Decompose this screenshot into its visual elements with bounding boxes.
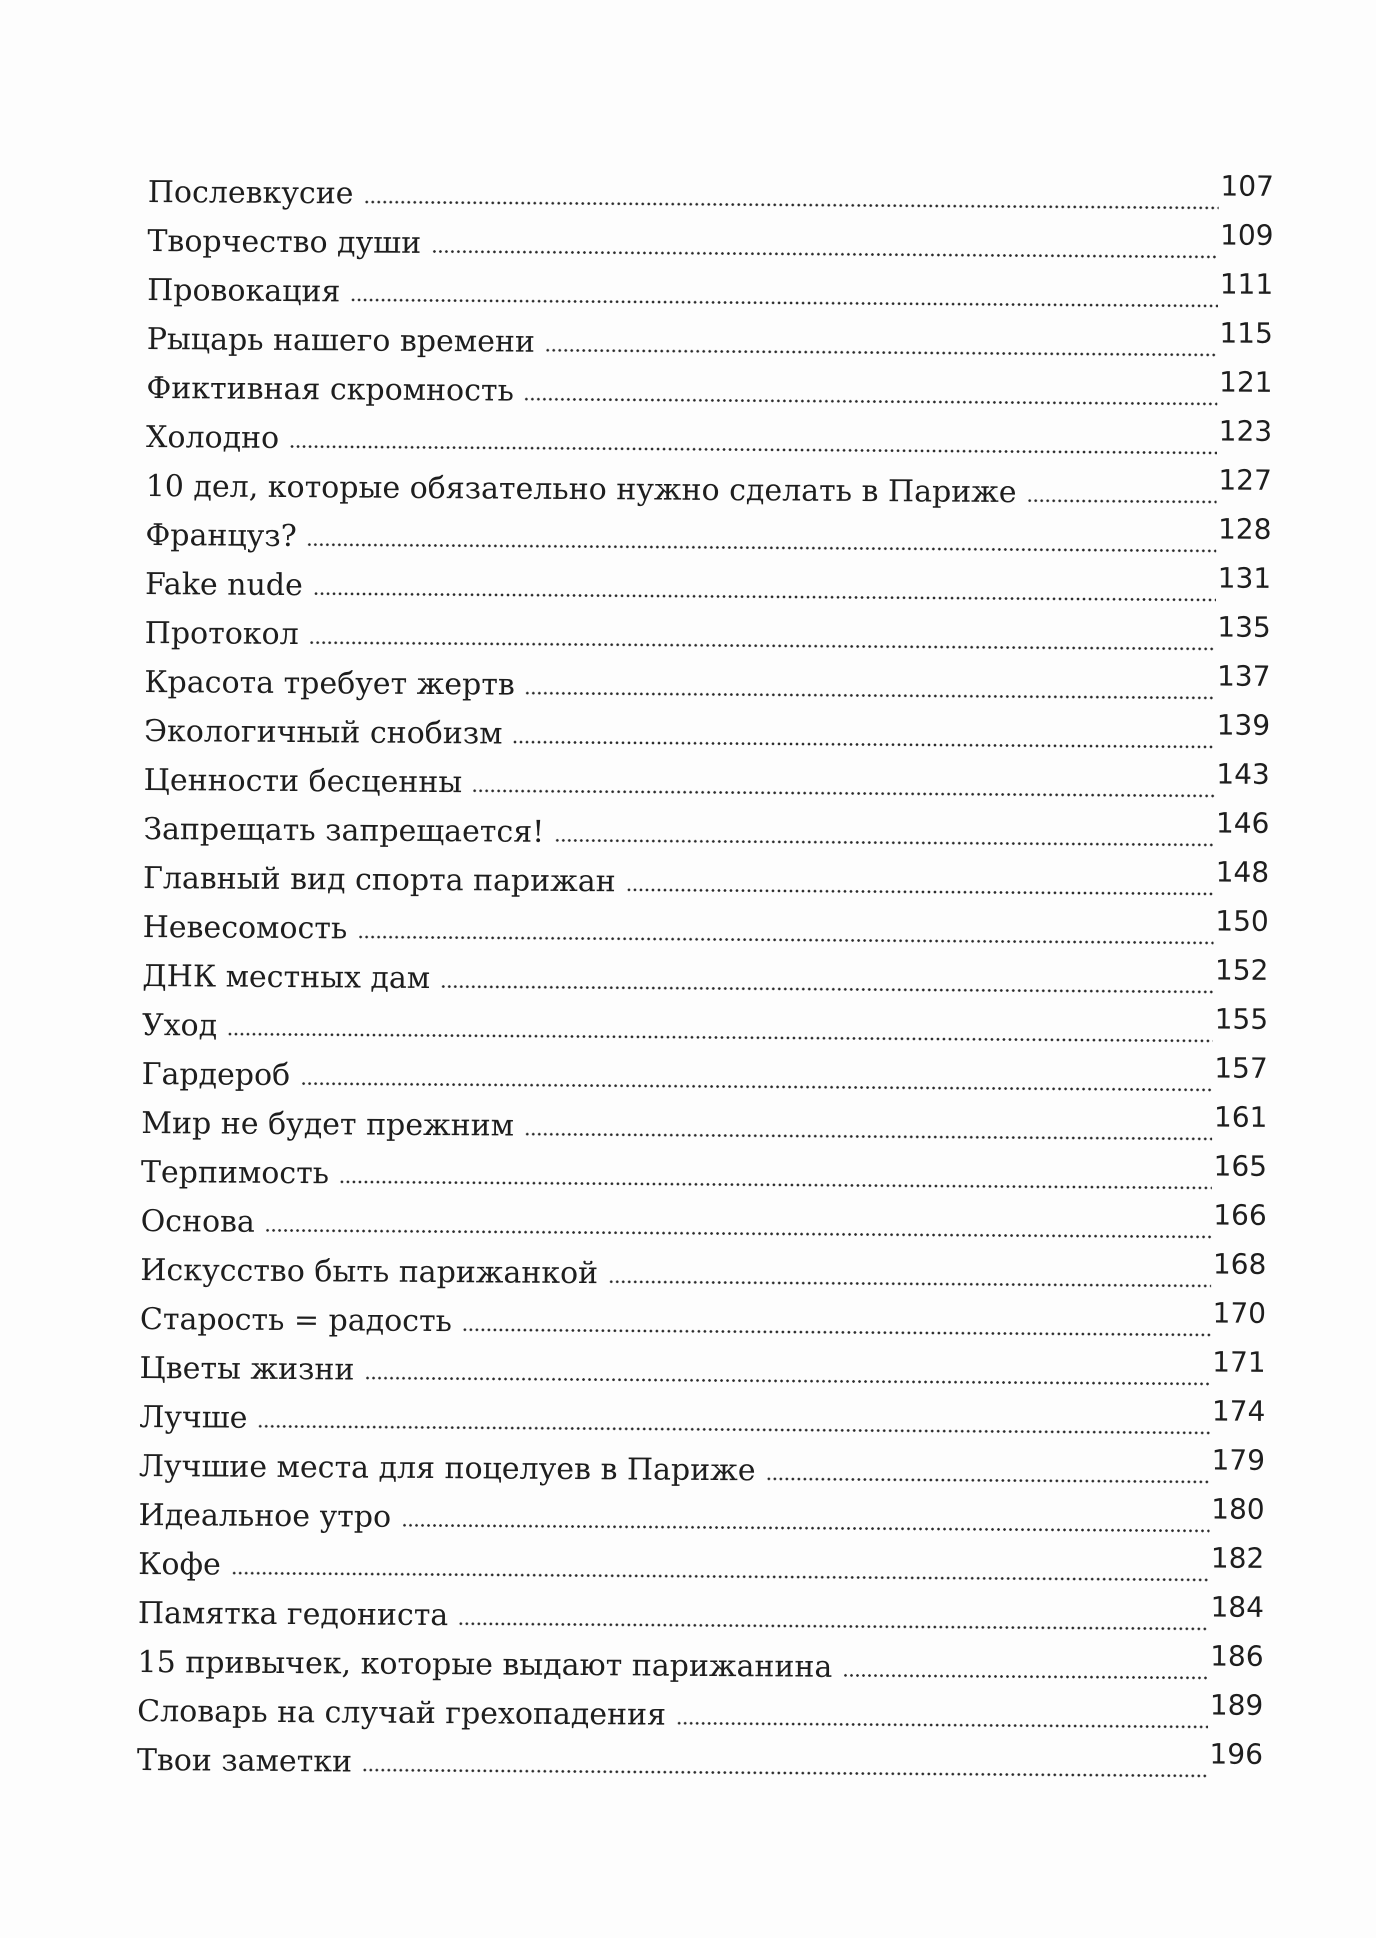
toc-entry-title: ДНК местных дам (142, 958, 431, 996)
toc-entry-page-number: 171 (1212, 1345, 1266, 1379)
toc-entry-page-number: 184 (1210, 1590, 1265, 1624)
dot-leader (626, 887, 1214, 895)
toc-entry (138, 1540, 1264, 1597)
toc-entry-title: Запрещать запрещается! (143, 811, 545, 850)
toc-entry-title: Ценности бесценны (143, 762, 463, 801)
toc-entry-page-number: 174 (1211, 1394, 1266, 1428)
toc-entry (145, 511, 1271, 568)
toc-entry-title: Француз? (145, 517, 297, 555)
dot-leader (512, 740, 1214, 749)
toc-entry (143, 854, 1269, 911)
dot-leader (431, 249, 1218, 258)
toc-entry (137, 1736, 1263, 1793)
toc-entry-page-number: 165 (1213, 1149, 1268, 1183)
toc-entry-title: Провокация (147, 272, 341, 310)
dot-leader (300, 1081, 1212, 1091)
toc-entry (139, 1393, 1265, 1450)
toc-entry-title: Экологичный снобизм (143, 713, 503, 752)
dot-leader (545, 348, 1217, 357)
toc-entry (146, 364, 1272, 421)
dot-leader (363, 200, 1218, 210)
toc-entry-title: Красота требует жертв (144, 664, 515, 703)
toc-entry-page-number: 121 (1218, 365, 1273, 399)
toc-entry (144, 756, 1270, 813)
toc-entry-page-number: 168 (1212, 1247, 1267, 1281)
toc-entry-page-number: 123 (1218, 414, 1273, 448)
dot-leader (1027, 498, 1217, 503)
toc-entry-page-number: 186 (1210, 1639, 1264, 1673)
toc-entry (146, 413, 1272, 470)
toc-entry (142, 1050, 1268, 1107)
toc-entry-page-number: 182 (1210, 1541, 1265, 1575)
toc-entry-title: Послевкусие (147, 174, 354, 212)
toc-entry-title: Искусство быть парижанкой (140, 1252, 599, 1292)
dot-leader (265, 1228, 1211, 1239)
toc-entry (147, 266, 1273, 323)
toc-entry-page-number: 128 (1217, 512, 1272, 546)
toc-entry (141, 1148, 1267, 1205)
toc-entry-title: Цветы жизни (139, 1350, 355, 1388)
toc-entry-page-number: 127 (1218, 463, 1272, 497)
toc-entry-page-number: 148 (1215, 855, 1270, 889)
toc-entry (144, 658, 1270, 715)
dot-leader (313, 591, 1216, 601)
toc-entry-title: Лучшие места для поцелуев в Париже (138, 1448, 756, 1489)
toc-entry-title: Мир не будет прежним (141, 1105, 515, 1144)
toc-entry-page-number: 131 (1217, 561, 1272, 595)
toc-entry-page-number: 180 (1211, 1492, 1265, 1526)
toc-entry-title: Фиктивная скромность (146, 370, 514, 409)
toc-entry-page-number: 135 (1217, 610, 1271, 644)
table-of-contents (137, 168, 1274, 1793)
toc-entry-title: Старость = радость (139, 1301, 453, 1340)
toc-entry-title: Твои заметки (136, 1742, 353, 1780)
dot-leader (608, 1279, 1211, 1287)
dot-leader (462, 1327, 1211, 1336)
dot-leader (362, 1768, 1207, 1778)
dot-leader (357, 934, 1213, 944)
toc-entry-page-number: 146 (1215, 806, 1270, 840)
toc-entry (147, 217, 1273, 274)
toc-entry-page-number: 155 (1214, 1002, 1269, 1036)
toc-entry-page-number: 139 (1216, 708, 1271, 742)
dot-leader (765, 1476, 1209, 1483)
toc-entry-page-number: 143 (1216, 757, 1270, 791)
toc-entry (142, 952, 1268, 1009)
toc-entry-title: Лучше (139, 1399, 248, 1436)
toc-entry-page-number: 170 (1212, 1296, 1267, 1330)
toc-entry-title: Основа (140, 1203, 255, 1240)
toc-entry (138, 1491, 1264, 1548)
dot-leader (554, 838, 1214, 847)
toc-entry-page-number: 189 (1209, 1688, 1264, 1722)
toc-entry-page-number: 179 (1211, 1443, 1266, 1477)
toc-entry (140, 1295, 1266, 1352)
dot-leader (524, 1132, 1212, 1141)
toc-entry (147, 315, 1273, 372)
toc-entry-title: Протокол (144, 615, 299, 653)
dot-leader (842, 1673, 1208, 1680)
toc-entry-title: Уход (141, 1007, 218, 1044)
toc-entry-title: Гардероб (141, 1056, 291, 1094)
toc-entry-title: Терпимость (140, 1154, 330, 1192)
toc-entry (144, 707, 1270, 764)
toc-entry (137, 1687, 1263, 1744)
toc-entry-page-number: 152 (1214, 953, 1269, 987)
dot-leader (339, 1179, 1211, 1189)
toc-entry (146, 462, 1272, 519)
toc-entry (138, 1589, 1264, 1646)
toc-entry-title: Рыцарь нашего времени (146, 321, 536, 360)
toc-entry-title: Идеальное утро (138, 1497, 392, 1535)
toc-entry-page-number: 157 (1214, 1051, 1268, 1085)
dot-leader (307, 542, 1216, 552)
toc-entry-page-number: 196 (1209, 1737, 1264, 1771)
toc-entry-title: Главный вид спорта парижан (142, 860, 616, 900)
toc-entry-page-number: 137 (1216, 659, 1271, 693)
dot-leader (440, 984, 1213, 993)
dot-leader (289, 444, 1216, 454)
dot-leader (257, 1424, 1209, 1435)
dot-leader (309, 640, 1216, 650)
dot-leader (364, 1376, 1210, 1386)
toc-entry (140, 1197, 1266, 1254)
toc-entry-page-number: 166 (1213, 1198, 1267, 1232)
dot-leader (472, 788, 1214, 797)
toc-entry-title: Памятка гедониста (137, 1595, 449, 1634)
toc-entry (141, 1099, 1267, 1156)
toc-entry-title: Словарь на случай грехопадения (137, 1693, 667, 1733)
dot-leader (401, 1523, 1209, 1533)
toc-entry-title: Творчество души (147, 223, 422, 261)
toc-entry-page-number: 109 (1219, 218, 1274, 252)
toc-entry (143, 903, 1269, 960)
toc-entry (139, 1442, 1265, 1499)
toc-entry (145, 609, 1271, 666)
dot-leader (227, 1032, 1212, 1043)
toc-entry-title: Кофе (138, 1546, 221, 1583)
toc-entry-page-number: 150 (1215, 904, 1269, 938)
toc-entry (140, 1246, 1266, 1303)
dot-leader (458, 1621, 1208, 1630)
toc-entry-title: Невесомость (142, 909, 348, 947)
toc-entry-title: 10 дел, которые обязательно нужно сделать в Париже (145, 468, 1017, 511)
toc-entry (148, 168, 1274, 225)
toc-entry-title: Fake nude (144, 566, 303, 604)
dot-leader (350, 297, 1217, 307)
toc-entry (137, 1638, 1263, 1695)
toc-entry (139, 1344, 1265, 1401)
toc-entry-page-number: 107 (1220, 169, 1275, 203)
toc-entry (145, 560, 1271, 617)
toc-entry (143, 805, 1269, 862)
toc-entry-title: Холодно (145, 419, 280, 456)
toc-entry-page-number: 115 (1219, 316, 1273, 350)
toc-entry-title: 15 привычек, которые выдают парижанина (137, 1644, 833, 1685)
dot-leader (524, 397, 1217, 406)
toc-entry-page-number: 111 (1219, 267, 1274, 301)
dot-leader (676, 1721, 1208, 1729)
toc-entry (142, 1001, 1268, 1058)
dot-leader (231, 1571, 1209, 1582)
dot-leader (525, 691, 1215, 700)
toc-entry-page-number: 161 (1213, 1100, 1268, 1134)
